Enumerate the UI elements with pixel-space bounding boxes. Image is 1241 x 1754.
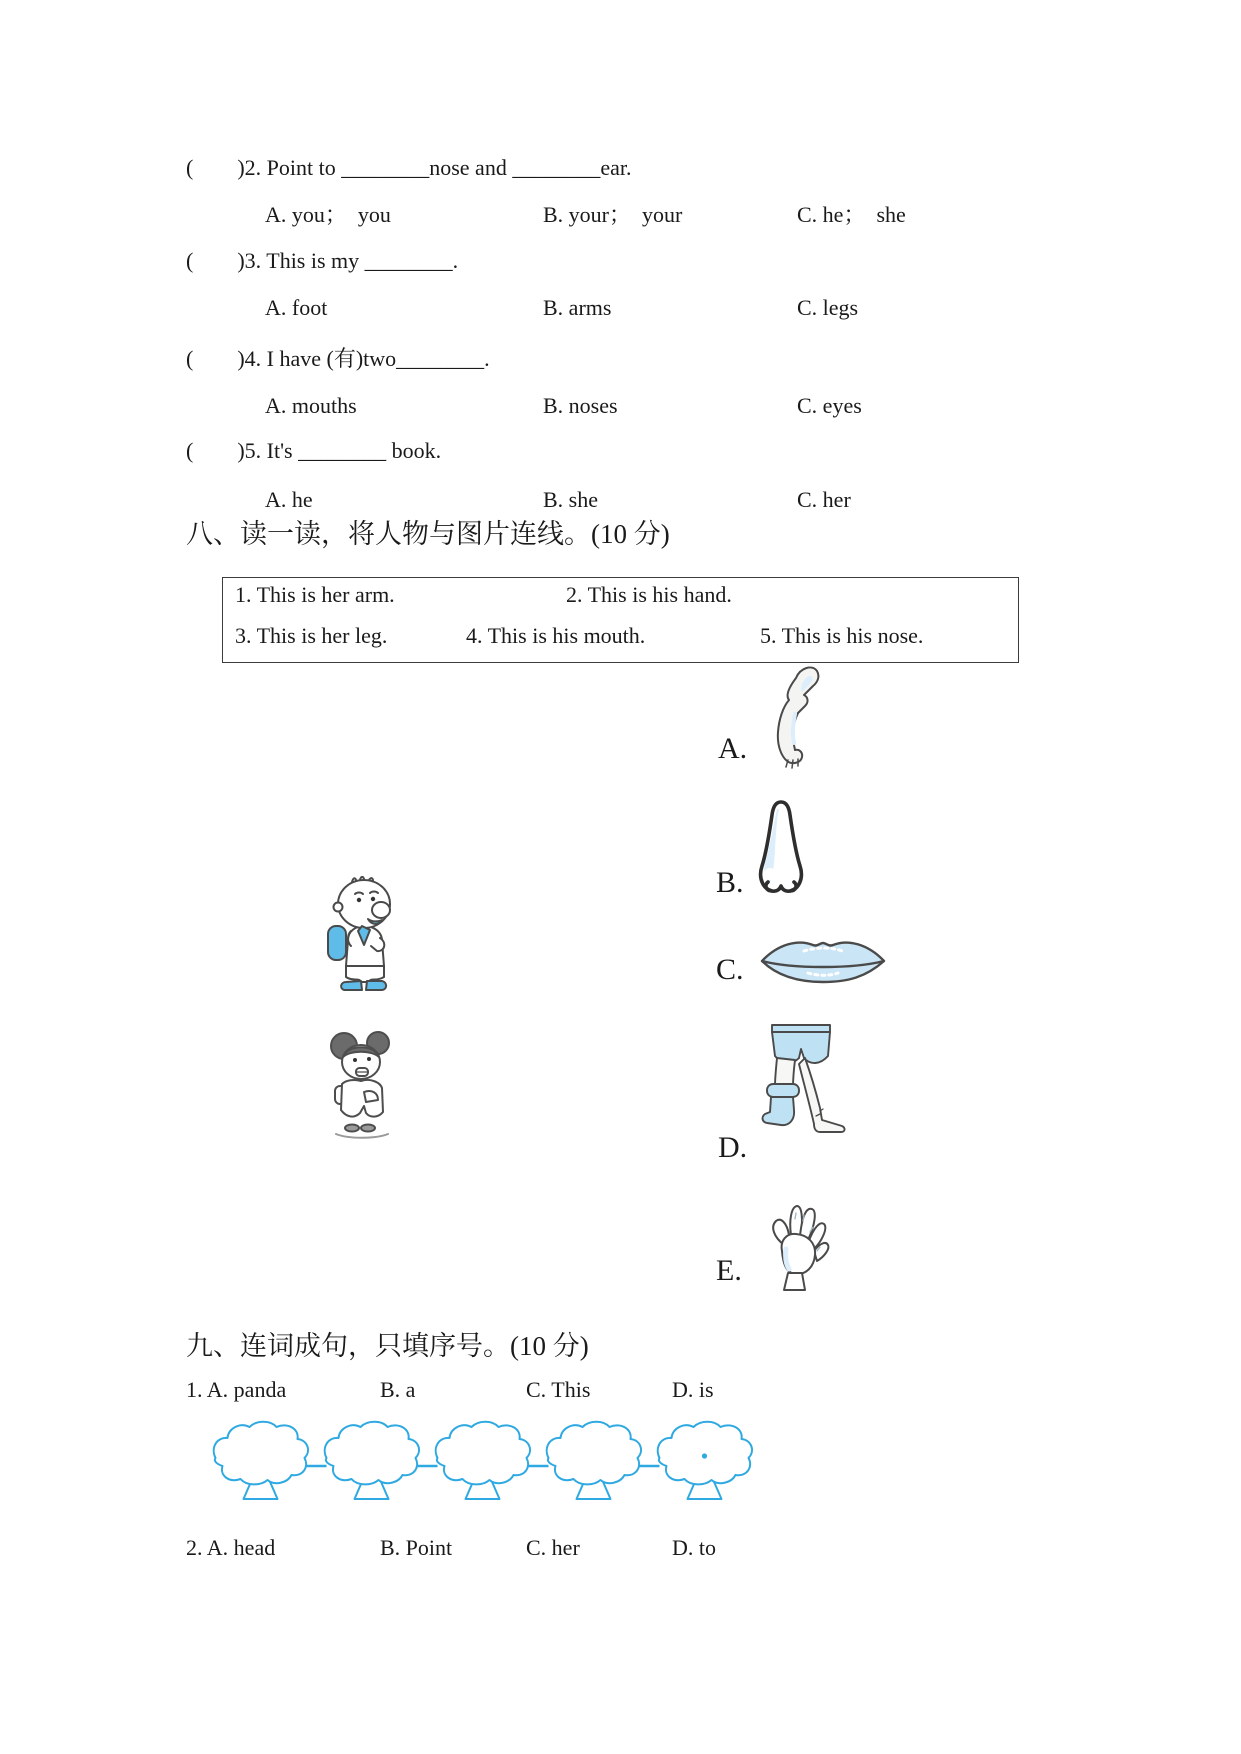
question-4-option-a: A. mouths [265, 393, 357, 418]
match-label-e: E. [716, 1254, 742, 1287]
sentence-3: 3. This is her leg. [235, 623, 388, 648]
period-dot [702, 1453, 707, 1458]
question-5-option-c: C. her [797, 487, 851, 512]
q2-word-a: 2. A. head [186, 1535, 276, 1560]
question-3-stem: ( )3. This is my ________. [186, 248, 459, 273]
mouth-image [758, 936, 888, 984]
question-4-option-c: C. eyes [797, 393, 862, 418]
match-label-d: D. [718, 1131, 748, 1164]
question-5-option-b: B. she [543, 487, 598, 512]
question-3-option-b: B. arms [543, 295, 612, 320]
q1-word-a: 1. A. panda [186, 1377, 287, 1402]
question-4-option-b: B. noses [543, 393, 618, 418]
question-3-option-c: C. legs [797, 295, 859, 320]
question-5-stem: ( )5. It's ________ book. [186, 438, 442, 463]
q1-word-b: B. a [380, 1377, 416, 1402]
q1-word-c: C. This [526, 1377, 591, 1402]
answer-clouds-image [205, 1420, 765, 1504]
match-label-c: C. [716, 953, 744, 986]
hand-image [758, 1199, 830, 1296]
question-5-option-a: A. he [265, 487, 313, 512]
boy-character-image [324, 876, 402, 998]
q1-word-d: D. is [672, 1377, 714, 1402]
legs-image [754, 1022, 848, 1143]
question-2-option-b: B. your； your [543, 202, 683, 227]
q2-word-c: C. her [526, 1535, 580, 1560]
q2-word-d: D. to [672, 1535, 716, 1560]
match-label-b: B. [716, 866, 744, 899]
arm-image [762, 664, 820, 772]
question-4-stem: ( )4. I have (有)two________. [186, 346, 490, 371]
sentence-5: 5. This is his nose. [760, 623, 924, 648]
section-9-title: 九、连词成句，只填序号。(10 分) [186, 1331, 589, 1361]
question-2-stem: ( )2. Point to ________nose and ________ear. [186, 155, 632, 180]
question-3-option-a: A. foot [265, 295, 328, 320]
q2-word-b: B. Point [380, 1535, 453, 1560]
nose-image [756, 797, 806, 899]
question-2-option-a: A. you； you [265, 202, 391, 227]
match-label-a: A. [718, 732, 748, 765]
girl-character-image [328, 1030, 396, 1142]
question-2-option-c: C. he； she [797, 202, 906, 227]
sentence-4: 4. This is his mouth. [466, 623, 646, 648]
sentence-2: 2. This is his hand. [566, 582, 732, 607]
section-8-title: 八、读一读，将人物与图片连线。(10 分) [186, 519, 670, 549]
sentence-1: 1. This is her arm. [235, 582, 395, 607]
